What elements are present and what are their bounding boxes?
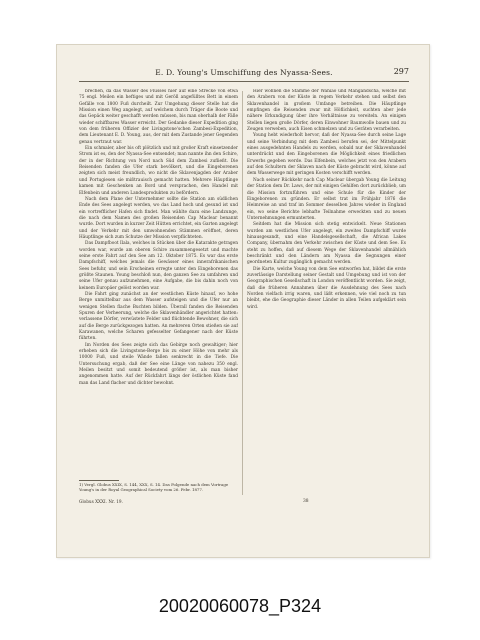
paragraph: brechen, da das Wasser des Flusses hier auf eine Strecke von etwa 75 engl. Meilen ein heftiges und mit Geröll angefülltes Bett in einem Gefälle von 1800 Fuß durcheilt. Zur Umgehung dieser Stelle hat die Mission einen Weg angelegt, auf welchem durch Träger die Boote und das Gepäck weiter geschafft werden müssen, bis man oberhalb der Fälle wieder schiffbares Wasser erreicht. Der Gedanke dieser Expedition ging von dem früheren Offizier der Livingstone'schen Zambesi-Expedition, dem Lieutenant E. D. Young, aus, der mit dem Zustande jener Gegenden genau vertraut war. <box>79 89 238 145</box>
left-column <box>79 89 238 502</box>
paragraph: Die Karte, welche Young von dem See entworfen hat, bildet die erste zuverlässige Darstellung seiner Gestalt und Umgebung und ist von der Geographischen Gesellschaft in London veröffentlicht worden. Sie zeigt, daß die früheren Annahmen über die Ausdehnung des Sees nach Norden vielfach irrig waren, und läßt erkennen, wie viel noch zu tun bleibt, ehe die Geographie dieser Länder in allen Teilen aufgeklärt sein wird. <box>247 266 406 310</box>
paragraph: Nach seiner Rückkehr nach Cap Maclear übergab Young die Leitung der Station dem Dr. Laws, der mit einigen Gehilfen dort zurückblieb, um die Mission fortzuführen und eine Schule für die Kinder der Eingeborenen zu gründen. Er selbst trat im Frühjahr 1876 die Heimreise an und traf im Sommer desselben Jahres wieder in England ein, wo seine Berichte lebhafte Teilnahme erweckten und zu neuen Unternehmungen ermunterten. <box>247 177 406 221</box>
image-caption: 20020060078_P324 <box>158 596 322 616</box>
paragraph: Das Dampfboot Ilala, welches in Stücken über die Katarakte getragen worden war, wurde am oberen Schire zusammengesetzt und machte seine erste Fahrt auf den See am 12. Oktober 1875. Es war das erste Dampfschiff, welches jemals die Gewässer eines innerafrikanischen Sees befuhr, und sein Erscheinen erregte unter den Eingeborenen das größte Staunen. Young beschloß nun, den ganzen See zu umfahren und seine Ufer genau aufzunehmen, eine Aufgabe, die bis dahin noch von keinem Europäer gelöst worden war. <box>79 241 238 291</box>
paragraph: Ein schmaler, aber bis oft plötzlich und mit großer Kraft einsetzender Strom ist es, den der Nyassa-See entsendet; man nannte ihn den Schire, der in der Richtung von Nord nach Süd dem Zambesi zufließt. Die Reisenden fanden die Ufer stark bevölkert, und die Eingeborenen zeigten sich meist freundlich, wo nicht die Sklavenjagden der Araber und Portugiesen sie mißtrauisch gemacht hatten. Mehrere Häuptlinge kamen mit Geschenken an Bord und versprachen, den Handel mit Elfenbein und anderen Landesprodukten zu befördern. <box>79 146 238 196</box>
running-title: E. D. Young's Umschiffung des Nyassa-Sees. <box>155 68 333 77</box>
paragraph: Young hebt wiederholt hervor, daß der Nyassa-See durch seine Lage und seine Verbindung mit dem Zambesi berufen sei, der Mittelpunkt eines ausgedehnten Handels zu werden, sobald nur der Sklavenhandel unterdrückt und den Eingeborenen die Möglichkeit eines friedlichen Erwerbs gegeben werde. Das Elfenbein, welches jetzt von den Arabern auf den Schultern der Sklaven nach der Küste gebracht wird, könne auf dem Wasserwege mit geringen Kosten verschifft werden. <box>247 133 406 177</box>
paragraph: Hier wohnen die Stämme der Wahiao und Mangandscha, welche mit den Arabern von der Küste in regem Verkehr stehen und selbst den Sklavenhandel in großem Umfange betreiben. Die Häuptlinge empfingen die Reisenden zwar mit Höflichkeit, suchten aber jede nähere Erkundigung über ihre Verhältnisse zu vereiteln. An einigen Stellen liegen große Dörfer, deren Einwohner Baumwolle bauen und zu Zeugen verweben, auch Eisen schmelzen und zu Geräten verarbeiten. <box>247 89 406 133</box>
page-number: 297 <box>393 67 409 76</box>
paragraph: Die Fahrt ging zunächst an der westlichen Küste hinauf, wo hohe Berge unmittelbar aus dem Wasser aufsteigen und die Ufer nur an wenigen Stellen flache Buchten bilden. Überall fanden die Reisenden Spuren der Verheerung, welche die Sklavenhändler angerichtet hatten: verlassene Dörfer, verwüstete Felder und flüchtende Bewohner, die sich auf die Berge zurückgezogen hatten. An mehreren Orten stießen sie auf Karawanen, welche Scharen gefesselter Gefangener nach der Küste führten. <box>79 292 238 342</box>
running-head <box>79 67 409 82</box>
footnote: 1) Vergl. Globus XXIX, S. 144, XXX, S. 14. Das Folgende nach dem Vortrage Young's in der Royal Geographical Society vom 26. Febr. 1877. <box>79 482 229 493</box>
signature-number: 38 <box>303 499 309 504</box>
footnote-rule <box>79 480 119 481</box>
paragraph: Nach dem Plane der Unternehmer sollte die Station am südlichen Ende des Sees angelegt werden, wo das Land hoch und gesund ist und ein vortrefflicher Hafen sich findet. Man wählte dazu eine Landzunge, die nach dem Namen des großen Reisenden Cap Maclear benannt wurde. Dort wurden in kurzer Zeit Hütten errichtet, ein Garten angelegt und der Verkehr mit den umwohnenden Stämmen eröffnet, deren Häuptlinge sich zum Schutze der Mission verpflichteten. <box>79 196 238 240</box>
paragraph: Im Norden des Sees zeigte sich das Gebirge noch gewaltiger; hier erheben sich die Livingstone-Berge bis zu einer Höhe von mehr als 10000 Fuß, und steile Wände fallen senkrecht in die Tiefe. Die Untersuchung ergab, daß der See eine Länge von nahezu 350 engl. Meilen besitzt und somit bedeutend größer ist, als man bisher angenommen hatte. Auf der Rückfahrt längs der östlichen Küste fand man das Land flacher und dichter bewohnt. <box>79 342 238 386</box>
column-divider <box>242 91 243 495</box>
paragraph: Seitdem hat die Mission sich stetig entwickelt. Neue Stationen wurden am westlichen Ufer angelegt, ein zweites Dampfschiff wurde hinausgesandt, und eine Handelsgesellschaft, die African Lakes Company, übernahm den Verkehr zwischen der Küste und dem See. Es steht zu hoffen, daß auf diesem Wege der Sklavenhandel allmählich beschränkt und den Ländern am Nyassa die Segnungen einer geordneten Kultur zugänglich gemacht werden. <box>247 222 406 266</box>
signature-mark: Globus XXXI. Nr. 19. <box>79 499 123 504</box>
document-page <box>56 44 430 558</box>
right-column <box>247 89 406 502</box>
